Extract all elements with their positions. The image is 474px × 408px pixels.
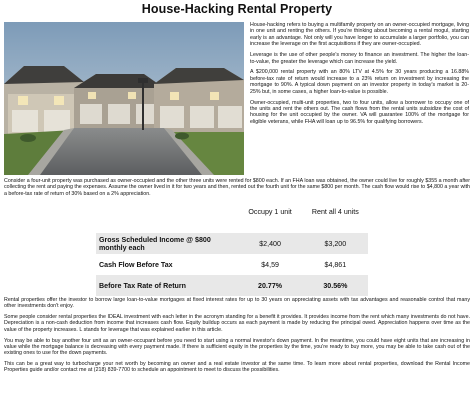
table-row <box>96 275 368 296</box>
paragraph-leverage: Leverage is the use of other people's money to finance an investment. The higher the loan-to-value, the greater the leverage which can increase the yield. <box>250 52 469 65</box>
paragraph-next-purchase: You may be able to buy another four unit as an owner-occupant before you need to start using a normal investor's down payment. In the meantime, you could have eight units that are increasing in value while the mortgage balance is decreasing with every payment made. If there is sufficient equity in the properties by the time, you're ready to buy more, you may be able to take cash out of the existing ones to use for the down payments. <box>4 337 470 357</box>
document-title: House-Hacking Rental Property <box>141 2 333 16</box>
paragraph-call-to-action: This can be a great way to turbocharge your net worth by becoming an owner and a real estate investor at the same time. To learn more about rental properties, download the Rental Income Properties guide and/or contact me at (218) 839-7700 to schedule an appointment to meet to discuss the possibilities. <box>4 361 470 374</box>
paragraph-owner-occupied: Owner-occupied, multi-unit properties, two to four units, allow a borrower to occupy one of the units and rent the others out. The cash flows from the rental units subsidize the cost of housing for the unit occupied by the owner. VA will guarantee 100% of the mortgage for eligible veterans, while FHA will loan up to 96.5% for qualifying borrowers. <box>250 99 469 125</box>
intro-column <box>250 22 469 130</box>
paragraph-example-property: A $200,000 rental property with an 80% LTV at 4.5% for 30 years producing a 16.88% before-tax rate of return would increase to a 23% return on investment by increasing the mortgage to 90%. A typical down payment on an investor property in today's market is 20-25% but, in some cases, a higher loan-to-value is possible. <box>250 69 469 95</box>
table-header-occupy: Occupy 1 unit <box>248 208 292 216</box>
comparison-table <box>96 208 368 296</box>
row-label-gross-income: Gross Scheduled Income @ $800 monthly each <box>96 233 237 254</box>
table-header-rent-all: Rent all 4 units <box>311 208 359 216</box>
cell-rate-of-return-rent-all: 30.56% <box>303 275 368 296</box>
table-row <box>96 254 368 275</box>
paragraph-ideal-acronym: Some people consider rental properties the IDEAL investment with each letter in the acronym standing for a benefit it provides. It provides income from the rent which many investments do not have. Depreciation is a non-cash deduction from income that increases cash flow. Equity buildup occurs as each payment is made by reducing the principal owed. Appreciation happens over time as the value of the property increases. L stands for leverage that was explained earlier in this article. <box>4 314 470 333</box>
paragraph-house-hacking: House-hacking refers to buying a multifamily property on an owner-occupied mortgage, living in one unit and renting the others. If you're thinking about becoming a rental mogul, starting early is an advantage. Not only will you have longer to accumulate a larger portfolio, you can increase the leverage on the first acquisitions if they are owner-occupied. <box>250 22 469 48</box>
row-label-cash-flow: Cash Flow Before Tax <box>99 260 173 269</box>
cell-cash-flow-rent-all: $4,861 <box>324 260 347 269</box>
townhouse-street-image <box>4 22 244 175</box>
comparison-table-container <box>96 208 368 296</box>
cell-cash-flow-occupy: $4,59 <box>261 260 279 269</box>
cell-gross-income-occupy: $2,400 <box>237 233 302 254</box>
property-photo <box>4 22 244 175</box>
table-header-row <box>96 208 368 233</box>
cell-rate-of-return-occupy: 20.77% <box>237 275 302 296</box>
row-label-rate-of-return: Before Tax Rate of Return <box>96 275 237 296</box>
closing-section <box>4 297 470 378</box>
cell-gross-income-rent-all: $3,200 <box>303 233 368 254</box>
paragraph-rental-benefits: Rental properties offer the investor to borrow large loan-to-value mortgages at fixed interest rates for up to 30 years on appreciating assets with tax advantages and reasonable control that many other investments don't enjoy. <box>4 297 470 310</box>
four-unit-example-paragraph: Consider a four-unit property was purchased as owner-occupied and the other three units were rented for $800 each. If an FHA loan was obtained, the owner could live for roughly $355 a month after collecting the rent and paying the expenses. Assume the owner lived in it for two years and then, rented out the fourth unit for the same $800 per month. The cash flow would rise to $4,800 a year with a before-tax rate of return of 30% based on a 2% appreciation. <box>4 178 471 197</box>
table-row <box>96 233 368 254</box>
table-header-blank <box>96 208 237 233</box>
